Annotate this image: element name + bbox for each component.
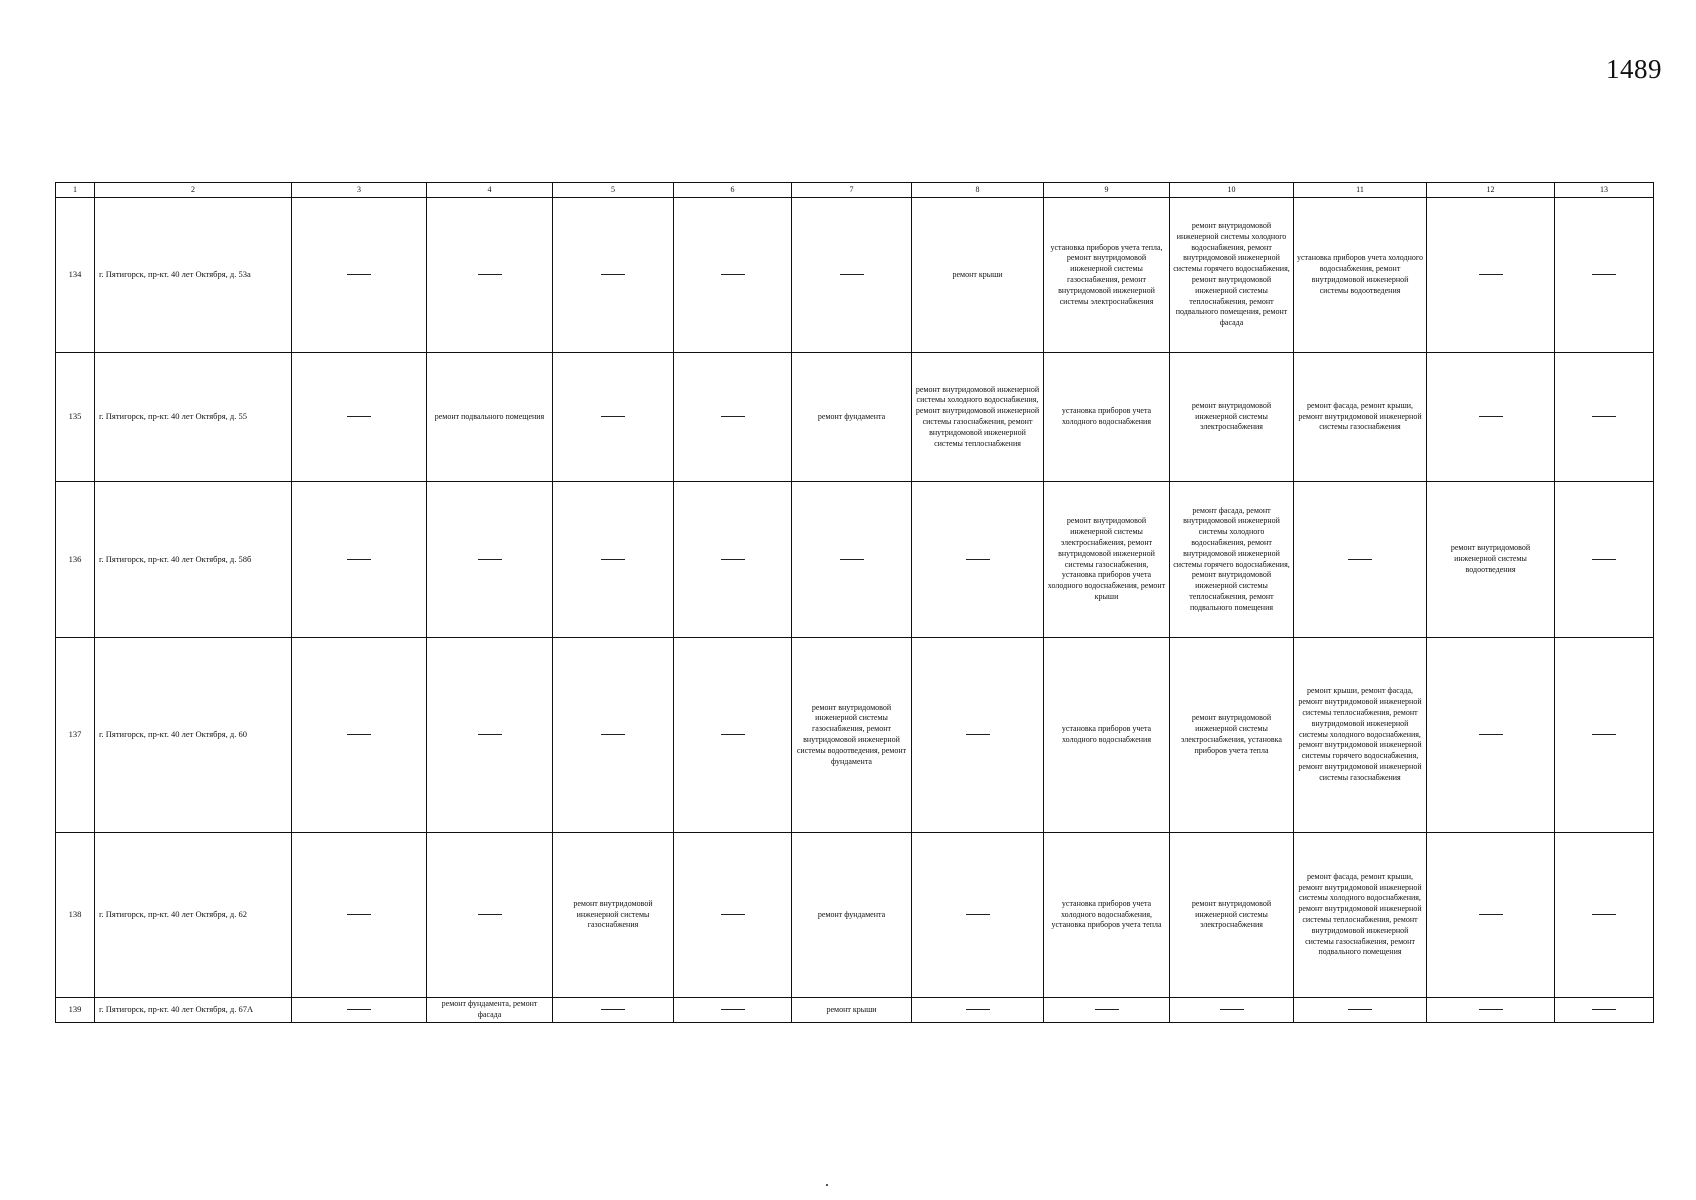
address-cell: г. Пятигорск, пр-кт. 40 лет Октября, д. 55: [95, 353, 292, 482]
work-cell-5: [553, 198, 674, 353]
work-cell-8: ремонт крыши: [912, 198, 1044, 353]
row-number: 139: [56, 998, 95, 1023]
empty-dash: [721, 416, 745, 417]
empty-dash: [966, 1009, 990, 1010]
work-cell-8: ремонт внутридомовой инженерной системы холодного водоснабжения, ремонт внутридомовой инженерной системы газоснабжения, ремонт внутридомовой инженерной системы теплоснабжения: [912, 353, 1044, 482]
address-cell: г. Пятигорск, пр-кт. 40 лет Октября, д. 58б: [95, 482, 292, 638]
empty-dash: [1348, 559, 1372, 560]
work-cell-10: ремонт внутридомовой инженерной системы холодного водоснабжения, ремонт внутридомовой инженерной системы горячего водоснабжения, ремонт внутридомовой инженерной системы теплоснабжения, ремонт подвального помещения, ремонт фасада: [1170, 198, 1294, 353]
work-cell-3: [292, 482, 427, 638]
work-cell-6: [674, 638, 792, 833]
empty-dash: [601, 274, 625, 275]
work-cell-7: [792, 198, 912, 353]
row-number: 136: [56, 482, 95, 638]
table-row: [56, 353, 1654, 482]
work-cell-13: [1555, 482, 1654, 638]
work-cell-11: ремонт фасада, ремонт крыши, ремонт внутридомовой инженерной системы газоснабжения: [1294, 353, 1427, 482]
work-cell-9: [1044, 998, 1170, 1023]
work-cell-12: ремонт внутридомовой инженерной системы водоотведения: [1427, 482, 1555, 638]
empty-dash: [1479, 734, 1503, 735]
column-header: 8: [912, 183, 1044, 198]
work-cell-11: [1294, 482, 1427, 638]
row-number: 138: [56, 833, 95, 998]
empty-dash: [1479, 416, 1503, 417]
empty-dash: [1479, 1009, 1503, 1010]
work-cell-5: [553, 998, 674, 1023]
address-cell: г. Пятигорск, пр-кт. 40 лет Октября, д. 62: [95, 833, 292, 998]
address-cell: г. Пятигорск, пр-кт. 40 лет Октября, д. 67А: [95, 998, 292, 1023]
work-cell-3: [292, 833, 427, 998]
work-cell-11: [1294, 998, 1427, 1023]
column-header: 2: [95, 183, 292, 198]
column-header: 1: [56, 183, 95, 198]
work-cell-4: ремонт фундамента, ремонт фасада: [427, 998, 553, 1023]
column-header: 13: [1555, 183, 1654, 198]
work-cell-13: [1555, 198, 1654, 353]
work-cell-13: [1555, 638, 1654, 833]
row-number: 137: [56, 638, 95, 833]
empty-dash: [1592, 1009, 1616, 1010]
empty-dash: [1592, 559, 1616, 560]
work-cell-11: ремонт фасада, ремонт крыши, ремонт внутридомовой инженерной системы холодного водоснабжения, ремонт внутридомовой инженерной системы теплоснабжения, ремонт внутридомовой инженерной системы газоснабжения, ремонт подвального помещения: [1294, 833, 1427, 998]
empty-dash: [478, 734, 502, 735]
table-row: [56, 482, 1654, 638]
empty-dash: [840, 274, 864, 275]
empty-dash: [347, 559, 371, 560]
repair-schedule-table: [55, 182, 1654, 1023]
empty-dash: [478, 274, 502, 275]
empty-dash: [721, 1009, 745, 1010]
work-cell-4: [427, 638, 553, 833]
scan-mark: [826, 1184, 828, 1186]
work-cell-13: [1555, 998, 1654, 1023]
empty-dash: [1095, 1009, 1119, 1010]
table-row: [56, 833, 1654, 998]
empty-dash: [601, 1009, 625, 1010]
table-body: [56, 198, 1654, 1023]
work-cell-10: ремонт внутридомовой инженерной системы электроснабжения: [1170, 833, 1294, 998]
empty-dash: [601, 416, 625, 417]
empty-dash: [478, 559, 502, 560]
empty-dash: [966, 559, 990, 560]
work-cell-13: [1555, 353, 1654, 482]
column-header: 10: [1170, 183, 1294, 198]
address-cell: г. Пятигорск, пр-кт. 40 лет Октября, д. 53а: [95, 198, 292, 353]
table-row: [56, 198, 1654, 353]
empty-dash: [721, 914, 745, 915]
work-cell-8: [912, 833, 1044, 998]
work-cell-7: ремонт крыши: [792, 998, 912, 1023]
work-cell-3: [292, 638, 427, 833]
empty-dash: [721, 559, 745, 560]
column-header: 6: [674, 183, 792, 198]
empty-dash: [347, 1009, 371, 1010]
empty-dash: [840, 559, 864, 560]
column-header: 4: [427, 183, 553, 198]
column-header: 5: [553, 183, 674, 198]
work-cell-4: [427, 833, 553, 998]
work-cell-3: [292, 198, 427, 353]
work-cell-6: [674, 482, 792, 638]
empty-dash: [347, 274, 371, 275]
column-header: 9: [1044, 183, 1170, 198]
empty-dash: [601, 734, 625, 735]
work-cell-9: установка приборов учета холодного водоснабжения, установка приборов учета тепла: [1044, 833, 1170, 998]
work-cell-5: [553, 638, 674, 833]
empty-dash: [347, 914, 371, 915]
work-cell-12: [1427, 353, 1555, 482]
empty-dash: [1592, 734, 1616, 735]
work-cell-6: [674, 833, 792, 998]
work-cell-10: ремонт фасада, ремонт внутридомовой инженерной системы холодного водоснабжения, ремонт внутридомовой инженерной системы горячего водоснабжения, ремонт внутридомовой инженерной системы теплоснабжения, ремонт подвального помещения: [1170, 482, 1294, 638]
work-cell-5: ремонт внутридомовой инженерной системы газоснабжения: [553, 833, 674, 998]
work-cell-8: [912, 638, 1044, 833]
column-number-row: [56, 183, 1654, 198]
address-cell: г. Пятигорск, пр-кт. 40 лет Октября, д. 60: [95, 638, 292, 833]
empty-dash: [1479, 274, 1503, 275]
work-cell-9: установка приборов учета холодного водоснабжения: [1044, 353, 1170, 482]
empty-dash: [1592, 416, 1616, 417]
empty-dash: [478, 914, 502, 915]
work-cell-4: [427, 482, 553, 638]
empty-dash: [347, 416, 371, 417]
work-cell-8: [912, 998, 1044, 1023]
empty-dash: [1592, 914, 1616, 915]
empty-dash: [721, 734, 745, 735]
empty-dash: [721, 274, 745, 275]
work-cell-9: ремонт внутридомовой инженерной системы электроснабжения, ремонт внутридомовой инженерной системы газоснабжения, установка приборов учета холодного водоснабжения, ремонт крыши: [1044, 482, 1170, 638]
work-cell-7: [792, 482, 912, 638]
work-cell-6: [674, 353, 792, 482]
work-cell-12: [1427, 998, 1555, 1023]
work-cell-3: [292, 353, 427, 482]
column-header: 7: [792, 183, 912, 198]
row-number: 135: [56, 353, 95, 482]
work-cell-7: ремонт фундамента: [792, 353, 912, 482]
work-cell-11: установка приборов учета холодного водоснабжения, ремонт внутридомовой инженерной системы водоотведения: [1294, 198, 1427, 353]
work-cell-10: ремонт внутридомовой инженерной системы электроснабжения: [1170, 353, 1294, 482]
empty-dash: [1348, 1009, 1372, 1010]
page-number: 1489: [1606, 54, 1662, 84]
table-row: [56, 638, 1654, 833]
empty-dash: [1220, 1009, 1244, 1010]
column-header: 3: [292, 183, 427, 198]
work-cell-12: [1427, 638, 1555, 833]
work-cell-10: [1170, 998, 1294, 1023]
empty-dash: [601, 559, 625, 560]
work-cell-5: [553, 353, 674, 482]
empty-dash: [966, 914, 990, 915]
work-cell-7: ремонт фундамента: [792, 833, 912, 998]
work-cell-9: установка приборов учета тепла, ремонт внутридомовой инженерной системы газоснабжения, ремонт внутридомовой инженерной системы электроснабжения: [1044, 198, 1170, 353]
work-cell-4: ремонт подвального помещения: [427, 353, 553, 482]
work-cell-6: [674, 198, 792, 353]
work-cell-7: ремонт внутридомовой инженерной системы газоснабжения, ремонт внутридомовой инженерной системы водоотведения, ремонт фундамента: [792, 638, 912, 833]
work-cell-13: [1555, 833, 1654, 998]
empty-dash: [1479, 914, 1503, 915]
work-cell-10: ремонт внутридомовой инженерной системы электроснабжения, установка приборов учета тепла: [1170, 638, 1294, 833]
empty-dash: [966, 734, 990, 735]
column-header: 11: [1294, 183, 1427, 198]
work-cell-11: ремонт крыши, ремонт фасада, ремонт внутридомовой инженерной системы теплоснабжения, ремонт внутридомовой инженерной системы холодного водоснабжения, ремонт внутридомовой инженерной системы горячего водоснабжения, ремонт внутридомовой инженерной системы газоснабжения: [1294, 638, 1427, 833]
row-number: 134: [56, 198, 95, 353]
work-cell-9: установка приборов учета холодного водоснабжения: [1044, 638, 1170, 833]
work-cell-6: [674, 998, 792, 1023]
column-header: 12: [1427, 183, 1555, 198]
work-cell-3: [292, 998, 427, 1023]
empty-dash: [1592, 274, 1616, 275]
work-cell-12: [1427, 198, 1555, 353]
empty-dash: [347, 734, 371, 735]
work-cell-8: [912, 482, 1044, 638]
work-cell-5: [553, 482, 674, 638]
table-row: [56, 998, 1654, 1023]
work-cell-12: [1427, 833, 1555, 998]
work-cell-4: [427, 198, 553, 353]
